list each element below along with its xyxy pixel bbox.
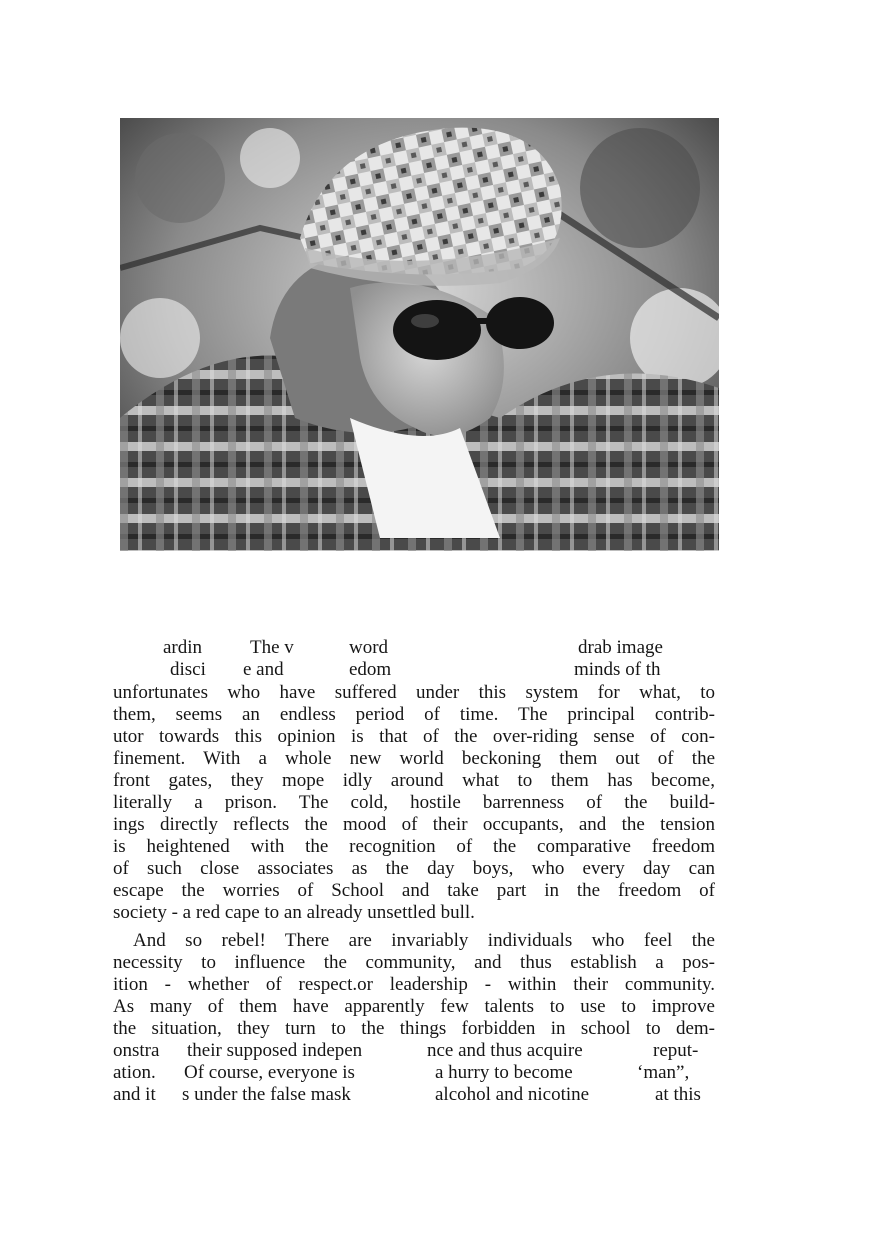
text-line: finement. With a whole new world beckoning them out of the xyxy=(113,748,715,769)
fragment-text: onstra xyxy=(113,1040,160,1061)
fragment-text: edom xyxy=(349,659,392,680)
fragment-text: and it xyxy=(113,1084,156,1105)
text-line: As many of them have apparently few talents to use to improve xyxy=(113,996,715,1017)
fragment-text: minds of th xyxy=(574,659,661,680)
text-line: is heightened with the recognition of the comparative freedom xyxy=(113,836,715,857)
photo-illustration xyxy=(120,118,719,551)
text-line: them, seems an endless period of time. The principal contrib- xyxy=(113,704,715,725)
text-line: necessity to influence the community, and thus establish a pos- xyxy=(113,952,715,973)
paragraph-2 xyxy=(113,930,715,1040)
text-line: escape the worries of School and take part in the freedom of xyxy=(113,880,715,901)
text-line: of such close associates as the day boys, who every day can xyxy=(113,858,715,879)
fragment-text: e and xyxy=(243,659,284,680)
fragment-text: Of course, everyone is xyxy=(184,1062,355,1083)
fragment-text: nce and thus acquire xyxy=(427,1040,583,1061)
fragment-text: ‘man”, xyxy=(637,1062,690,1083)
fragment-text: their supposed indepen xyxy=(187,1040,363,1061)
fragment-text: word xyxy=(349,637,389,658)
fragment-text: alcohol and nicotine xyxy=(435,1084,590,1105)
fragment-text: ation. xyxy=(113,1062,156,1083)
fragment-text: reput- xyxy=(653,1040,699,1061)
fragment-text: a hurry to become xyxy=(435,1062,573,1083)
fragment-text: at this xyxy=(655,1084,701,1105)
text-line: unfortunates who have suffered under this system for what, to xyxy=(113,682,715,703)
fragment-text: drab image xyxy=(578,637,663,658)
fragment-text: The v xyxy=(250,637,294,658)
text-line: ings directly reflects the mood of their occupants, and the tension xyxy=(113,814,715,835)
text-line: And so rebel! There are invariably individuals who feel the xyxy=(133,930,715,951)
text-line: literally a prison. The cold, hostile barrenness of the build- xyxy=(113,792,715,813)
text-line: the situation, they turn to the things forbidden in school to dem- xyxy=(113,1018,715,1039)
photo-person-in-cap-and-sunglasses xyxy=(120,118,719,551)
fragment-text: disci xyxy=(170,659,206,680)
fragment-text: ardin xyxy=(163,637,203,658)
text-line: society - a red cape to an already unsettled bull. xyxy=(113,902,475,923)
paragraph-1 xyxy=(113,682,715,924)
fragment-text: s under the false mask xyxy=(182,1084,351,1105)
text-line: utor towards this opinion is that of the over-riding sense of con- xyxy=(113,726,715,747)
text-line: ition - whether of respect.or leadership - within their community. xyxy=(113,974,715,995)
text-line: front gates, they mope idly around what to them has become, xyxy=(113,770,715,791)
